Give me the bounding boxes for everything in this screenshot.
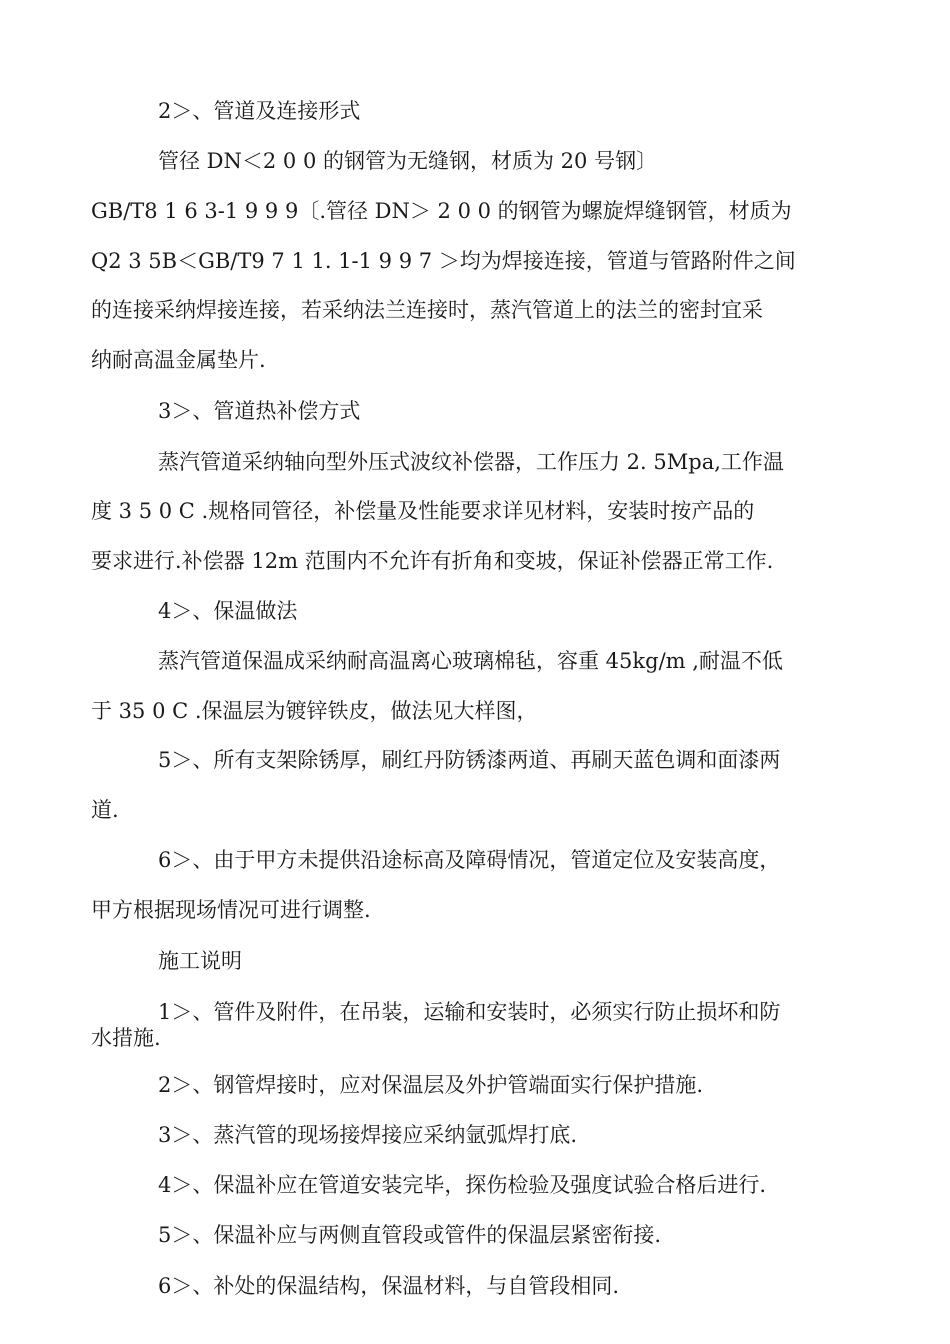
- construction-item-4: 4＞、保温补应在管道安装完毕，探伤检验及强度试验合格后进行.: [158, 1173, 767, 1197]
- section-2-line-5: 纳耐高温金属垫片.: [91, 348, 266, 372]
- section-5-line-2: 道.: [91, 798, 119, 822]
- section-6-line-1: 6＞、由于甲方未提供沿途标高及障碍情况，管道定位及安装高度，: [158, 848, 781, 872]
- section-2-line-2: GB/T8 1 6 3-1 9 9 9〔.管径 DN＞ 2 0 0 的钢管为螺旋焊缝钢管，材质为: [91, 199, 792, 223]
- section-4-line-1: 蒸汽管道保温成采纳耐高温离心玻璃棉毡，容重 45kg/m ,耐温不低: [158, 649, 783, 673]
- construction-item-6: 6＞、补处的保温结构，保温材料，与自管段相同.: [158, 1274, 620, 1298]
- section-3-line-1: 蒸汽管道采纳轴向型外压式波纹补偿器，工作压力 2. 5Mpa,工作温: [158, 450, 784, 474]
- section-3-heading: 3＞、管道热补偿方式: [158, 399, 361, 423]
- construction-item-1-line-1: 1＞、管件及附件，在吊装，运输和安装时，必须实行防止损坏和防: [158, 1000, 781, 1024]
- construction-item-3: 3＞、蒸汽管的现场接焊接应采纳氩弧焊打底.: [158, 1123, 578, 1147]
- section-3-line-2: 度 3 5 0 C .规格同管径，补偿量及性能要求详见材料，安装时按产品的: [91, 499, 755, 523]
- construction-heading: 施工说明: [158, 949, 242, 973]
- construction-item-1-line-2: 水措施.: [91, 1026, 161, 1050]
- section-3-line-3: 要求进行.补偿器 12m 范围内不允许有折角和变坡，保证补偿器正常工作.: [91, 549, 774, 573]
- section-2-line-3: Q2 3 5B＜GB/T9 7 1 1. 1-1 9 9 7 ＞均为焊接连接，管道与管路附件之间: [91, 249, 796, 273]
- section-2-heading: 2＞、管道及连接形式: [158, 99, 361, 123]
- section-2-line-4: 的连接采纳焊接连接，若采纳法兰连接时，蒸汽管道上的法兰的密封宜采: [91, 298, 763, 322]
- section-5-line-1: 5＞、所有支架除锈厚，刷红丹防锈漆两道、再刷天蓝色调和面漆两: [158, 748, 781, 772]
- section-4-line-2: 于 35 0 C .保温层为镀锌铁皮，做法见大样图，: [91, 699, 538, 723]
- section-2-line-1: 管径 DN＜2 0 0 的钢管为无缝钢，材质为 20 号钢〕: [158, 149, 658, 173]
- section-4-heading: 4＞、保温做法: [158, 599, 298, 623]
- construction-item-5: 5＞、保温补应与两侧直管段或管件的保温层紧密衔接.: [158, 1223, 662, 1247]
- construction-item-2: 2＞、钢管焊接时，应对保温层及外护管端面实行保护措施.: [158, 1073, 704, 1097]
- section-6-line-2: 甲方根据现场情况可进行调整.: [91, 898, 371, 922]
